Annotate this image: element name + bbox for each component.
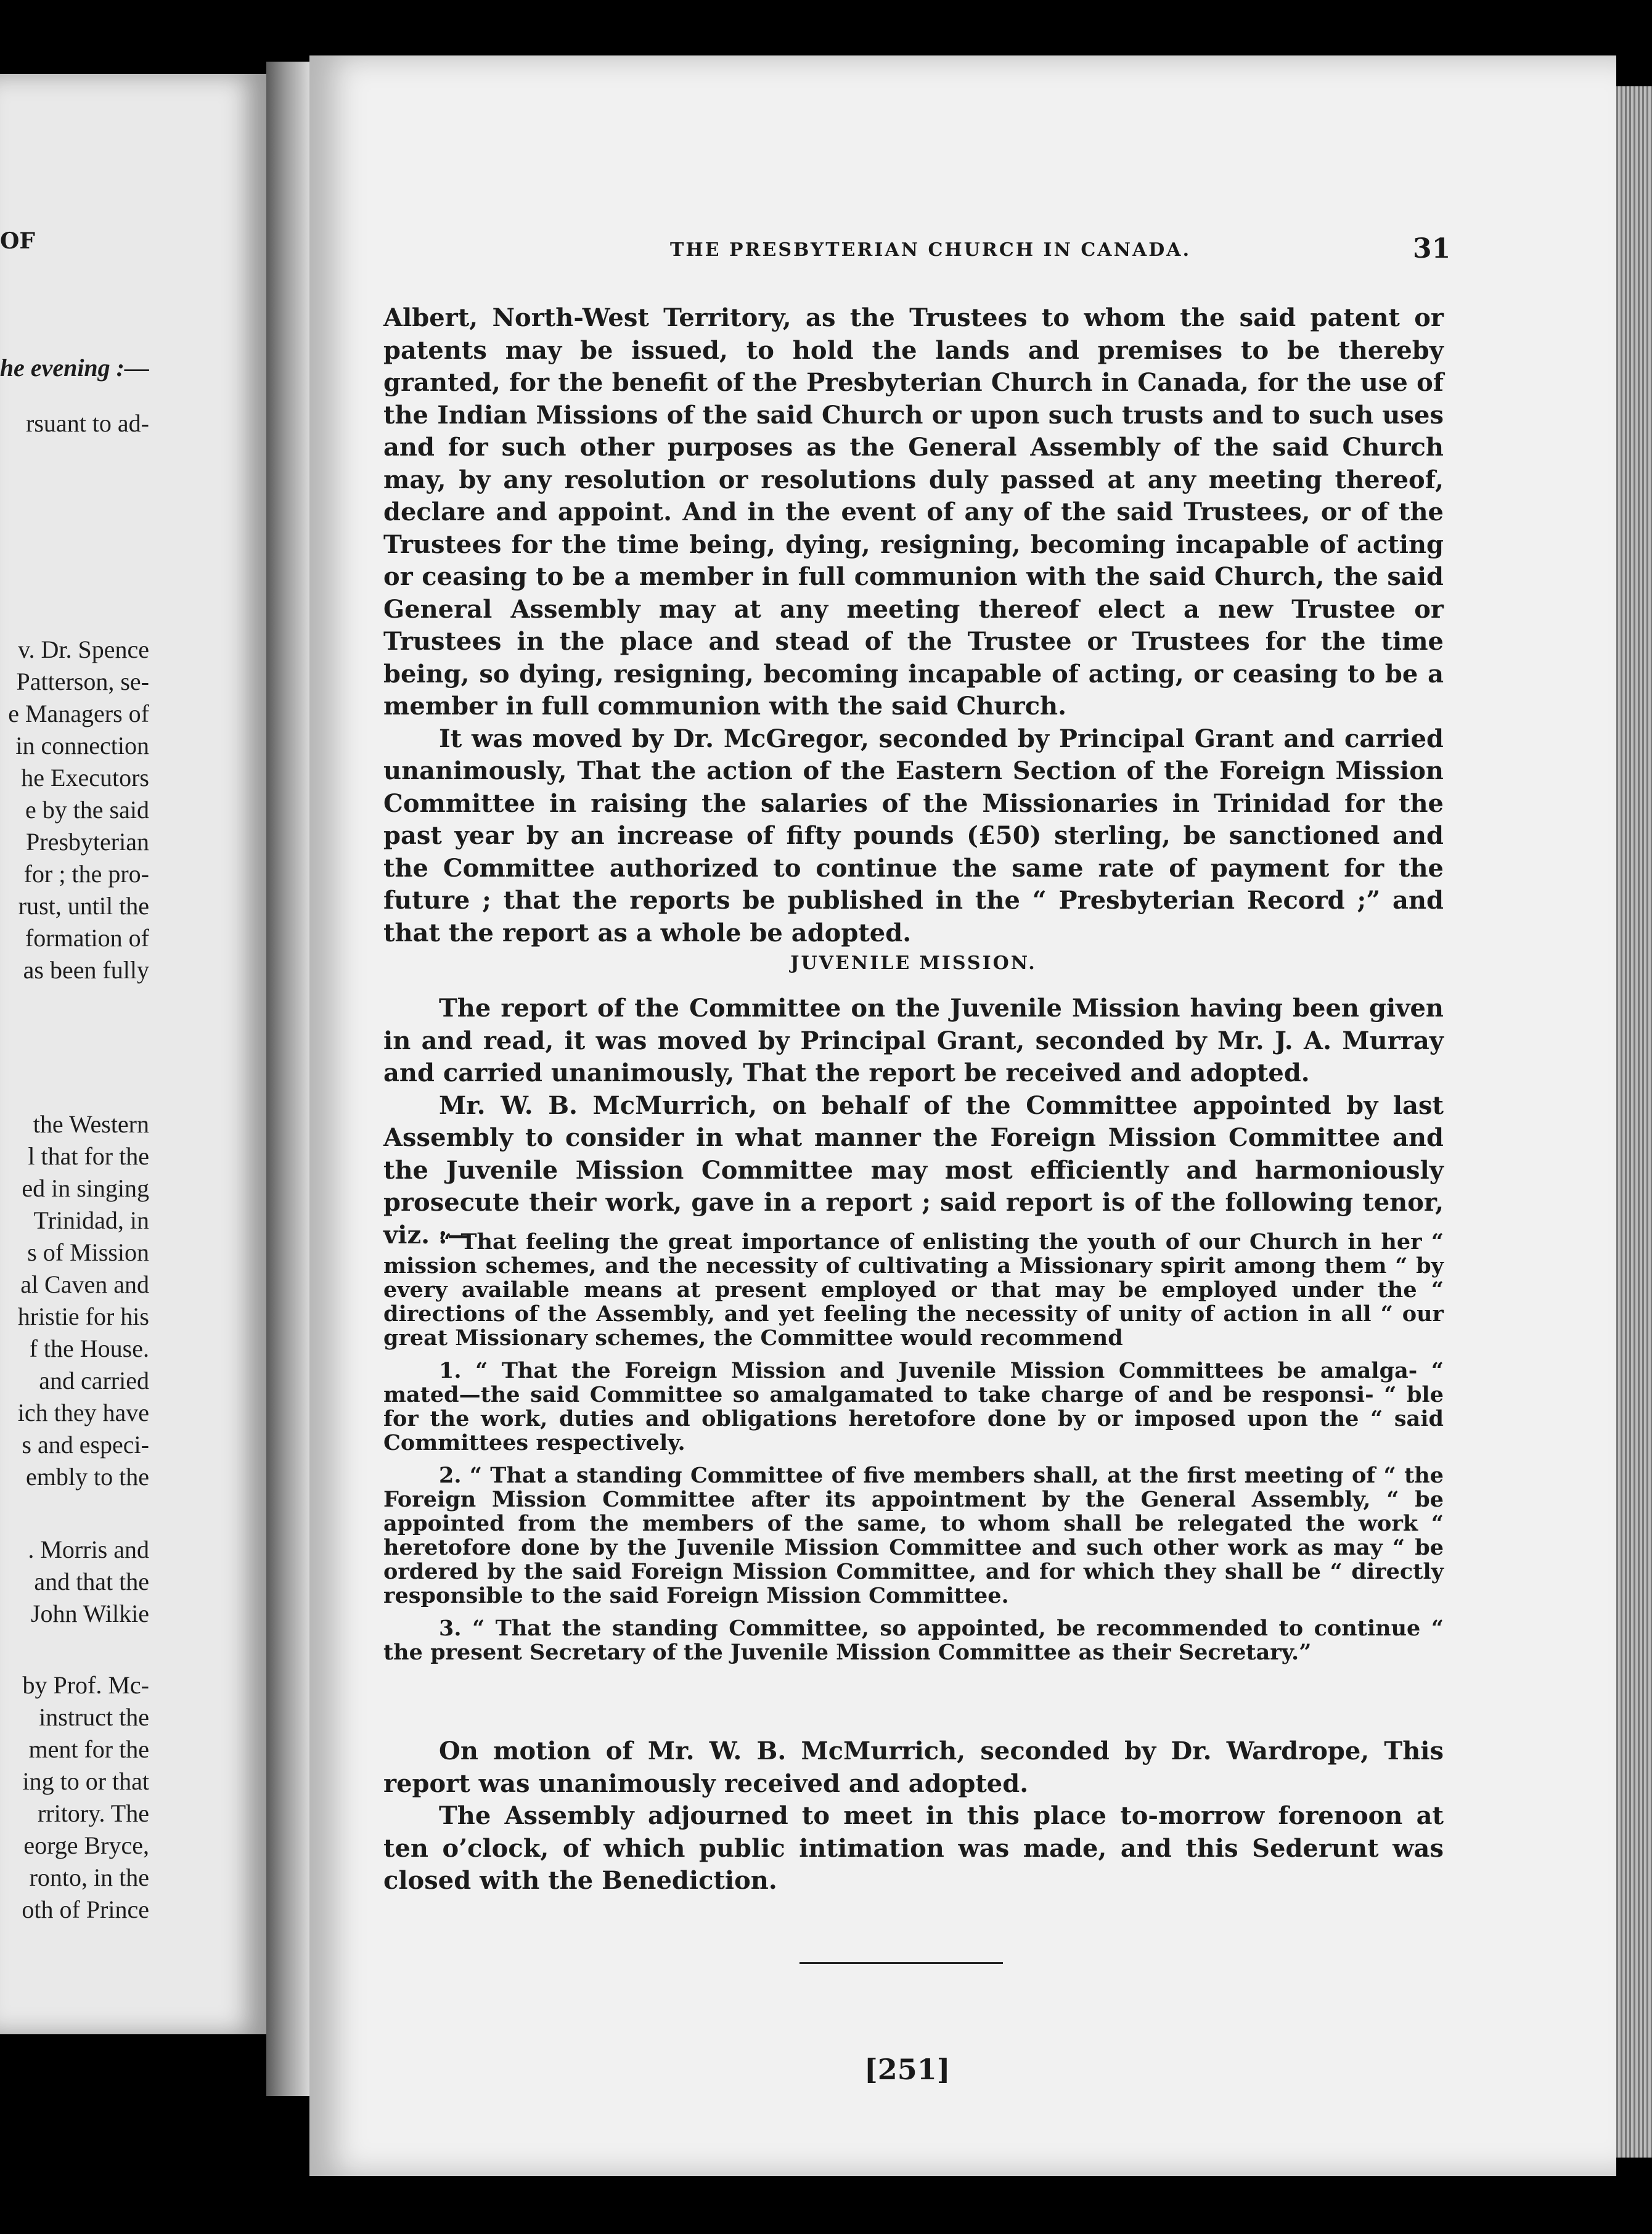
book-spine — [266, 62, 309, 2096]
left-page-line: l that for the — [28, 1142, 149, 1170]
left-page-line: instruct the — [39, 1703, 149, 1731]
left-page-line: s of Mission — [27, 1238, 149, 1266]
paragraph: It was moved by Dr. McGregor, seconded by Principal Grant and carried unanimously, That the action of the Eastern Section of the Foreign Mission Committee in raising the salaries of the Missionaries in Trinidad for the past year by an increase of fifty pounds (£50) sterling, be sanctioned and the Committee authorized to continue the same rate of payment for the future ; that the reports be published in the “ Presbyterian Record ;” and that the report as a whole be adopted. — [383, 724, 1444, 947]
left-page-line: rsuant to ad- — [26, 409, 149, 437]
left-page-line: John Wilkie — [30, 1600, 149, 1627]
left-page — [0, 74, 266, 2034]
page-edges — [1616, 86, 1652, 2158]
left-page-line: e by the said — [25, 796, 149, 824]
left-page-line: the Western — [33, 1110, 149, 1138]
left-page-line: v. Dr. Spence — [18, 636, 149, 663]
bracketed-page-number: [251] — [864, 2053, 951, 2086]
left-page-line: Presbyterian — [26, 828, 149, 856]
paragraph: On motion of Mr. W. B. McMurrich, seconded by Dr. Wardrope, This report was unanimously received and adopted. — [383, 1737, 1444, 1798]
left-page-line: Trinidad, in — [33, 1206, 149, 1234]
left-page-line: for ; the pro- — [23, 860, 149, 888]
left-page-line: e Managers of — [8, 700, 149, 727]
left-page-line: oth of Prince — [22, 1896, 149, 1923]
left-page-line: as been fully — [23, 956, 149, 984]
left-page-line: rritory. The — [37, 1799, 149, 1827]
body-top — [383, 302, 1444, 949]
left-page-line: hristie for his — [17, 1303, 149, 1330]
paragraph: The Assembly adjourned to meet in this place to-morrow forenoon at ten o’clock, of which public intimation was made, and this Sederunt was closed with the Benediction. — [383, 1801, 1444, 1895]
left-page-line: rust, until the — [18, 892, 149, 920]
left-page-line: formation of — [25, 924, 149, 952]
left-page-line: f the House. — [29, 1335, 149, 1362]
left-page-line: he evening :— — [0, 354, 149, 382]
left-page-line: s and especi- — [22, 1431, 149, 1459]
left-page-line: ronto, in the — [29, 1864, 149, 1891]
paragraph: The report of the Committee on the Juvenile Mission having been given in and read, it was moved by Principal Grant, seconded by Mr. J. A. Murray and carried unanimously, That the report be received and adopted. — [383, 994, 1444, 1087]
left-page-line: by Prof. Mc- — [22, 1671, 149, 1699]
page-number: 31 — [1413, 233, 1451, 264]
quote-paragraph: 1. “ That the Foreign Mission and Juvenile Mission Committees be amalga- “ mated—the said Committee so amalgamated to take charge of and be responsi- “ ble for the work, duties and obligations heretofore done by or imposed upon the “ said Committees respectively. — [383, 1358, 1444, 1455]
left-page-line: al Caven and — [20, 1270, 149, 1298]
left-page-line: eorge Bryce, — [23, 1831, 149, 1859]
left-page-line: and carried — [39, 1367, 149, 1394]
quote-paragraph: 3. “ That the standing Committee, so appointed, be recommended to continue “ the present Secretary of the Juvenile Mission Committee as their Secretary.” — [383, 1616, 1444, 1665]
body-bottom — [383, 1735, 1444, 1897]
left-page-line: ing to or that — [22, 1767, 149, 1795]
left-page-line: he Executors — [21, 764, 149, 792]
section-divider — [799, 1962, 1003, 1964]
quote-paragraph: “ That feeling the great importance of enlisting the youth of our Church in her “ mission schemes, and the necessity of cultivating a Missionary spirit among them “ by every available means at present employed or that may be employed under the “ directions of the Assembly, and yet feeling the necessity of unity of action in all “ our great Missionary schemes, the Committee would recommend — [383, 1229, 1444, 1351]
paragraph: Albert, North-West Territory, as the Trustees to whom the said patent or patents may be issued, to hold the lands and premises to be thereby granted, for the benefit of the Presbyterian Church in Canada, for the use of the Indian Missions of the said Church or upon such trusts and to such uses and for such other purposes as the General Assembly of the said Church may, by any resolution or resolutions duly passed at any meeting thereof, declare and appoint. And in the event of any of the said Trustees, or of the Trustees for the time being, dying, resigning, becoming incapable of acting or ceasing to be a member in full communion with the said Church, the said General Assembly may at any meeting thereof elect a new Trustee or Trustees in the place and stead of the Trustee or Trustees for the time being, so dying, resigning, becoming incapable of acting, or ceasing to be a member in full communion with the said Church. — [383, 303, 1444, 721]
running-head: THE PRESBYTERIAN CHURCH IN CANADA. — [670, 239, 1192, 261]
left-page-line: ich they have — [17, 1399, 149, 1426]
section-title: JUVENILE MISSION. — [790, 952, 1037, 974]
left-page-line: Patterson, se- — [16, 668, 149, 695]
left-page-line: ed in singing — [22, 1174, 149, 1202]
paragraph: Mr. W. B. McMurrich, on behalf of the Committee appointed by last Assembly to consider in what manner the Foreign Mission Committee and the Juvenile Mission Committee may most efficiently and harmoniously prosecute their work, gave in a report ; said report is of the following tenor, viz. :— — [383, 1090, 1444, 1250]
left-page-line: . Morris and — [28, 1536, 149, 1563]
quoted-report — [383, 1230, 1444, 1673]
left-page-line: embly to the — [26, 1463, 149, 1491]
left-page-line: in connection — [15, 732, 149, 759]
left-page-line: ment for the — [28, 1735, 149, 1763]
left-page-header: OF — [0, 228, 35, 254]
left-page-line: and that the — [34, 1568, 149, 1595]
quote-paragraph: 2. “ That a standing Committee of five members shall, at the first meeting of “ the Foreign Mission Committee after its appointment by the General Assembly, “ be appointed from the members of the same, to whom shall be relegated the work “ heretofore done by the Juvenile Mission Committee and such other work as may “ be ordered by the said Foreign Mission Committee, and for which they shall be “ directly responsible to the said Foreign Mission Committee. — [383, 1463, 1444, 1608]
right-page — [309, 55, 1616, 2176]
body-mid — [383, 992, 1444, 1251]
